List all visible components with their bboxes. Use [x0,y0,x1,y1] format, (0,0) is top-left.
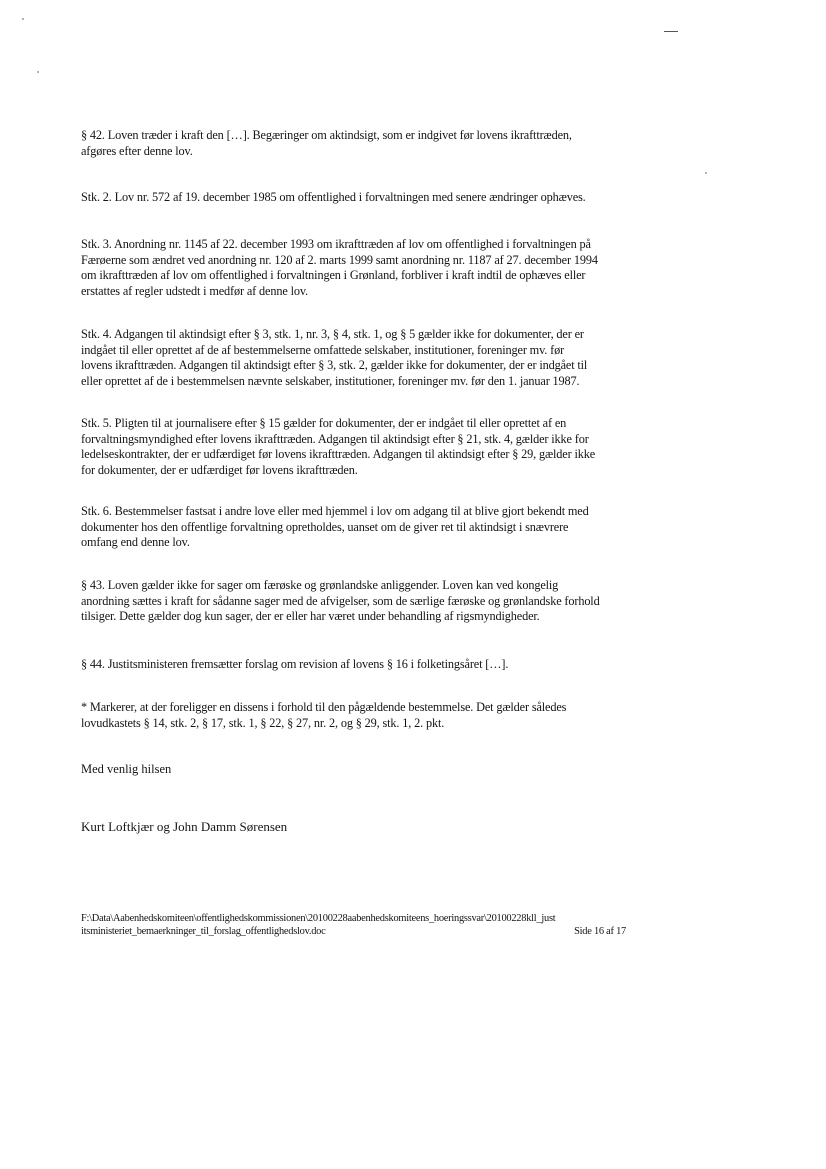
scan-speck [705,172,707,174]
paragraph-stk-4: Stk. 4. Adgangen til aktindsigt efter § 3, stk. 1, nr. 3, § 4, stk. 1, og § 5 gælder ikke for dokumenter, der er indgået til eller oprettet af de af bestemmelserne omfattede selskaber, institutioner, foreninger mv. før lovens ikrafttræden. Adgangen til aktindsigt efter § 3, stk. 2, gælder ikke for dokumenter, der er indgået til eller oprettet af de i bestemmelsen nævnte selskaber, institutioner, foreninger mv. før den 1. januar 1987. [81,327,588,388]
paragraph-stk-2: Stk. 2. Lov nr. 572 af 19. december 1985 om offentlighed i forvaltningen med senere ændringer ophæves. [81,190,586,204]
scan-speck [37,71,39,73]
scan-speck [22,18,24,20]
dissent-note: * Markerer, at der foreligger en dissens i forhold til den pågældende bestemmelse. Det gælder således lovudkastets § 14, stk. 2, § 17, stk. 1, § 22, § 27, nr. 2, og § 29, stk. 1, 2. pkt. [81,700,567,730]
paragraph-stk-5: Stk. 5. Pligten til at journalisere efter § 15 gælder for dokumenter, der er indgået til eller oprettet af en forvaltningsmyndighed efter lovens ikrafttræden. Adgangen til aktindsigt efter § 21, stk. 4, gælder ikke for ledelseskontrakter, der er udfærdiget før lovens ikrafttræden. Adgangen til aktindsigt efter § 29, gælder ikke for dokumenter, der er udfærdiget før lovens ikrafttræden. [81,416,596,477]
paragraph-section-44: § 44. Justitsministeren fremsætter forslag om revision af lovens § 16 i folketingsåret […]. [81,657,509,671]
paragraph-stk-3: Stk. 3. Anordning nr. 1145 af 22. december 1993 om ikrafttræden af lov om offentlighed i forvaltningen på Færøerne som ændret ved anordning nr. 120 af 2. marts 1999 samt anordning nr. 1187 af 27. december 1994 om ikrafttræden af lov om offentlighed i forvaltningen i Grønland, forbliver i kraft indtil de ophæves eller erstattes af regler udstedt i medfør af denne lov. [81,237,598,298]
paragraph-section-43: § 43. Loven gælder ikke for sager om færøske og grønlandske anliggender. Loven kan ved kongelig anordning sættes i kraft for sådanne sager med de afvigelser, som de særlige færøske og grønlandske forhold tilsiger. Dette gælder dog kun sager, der er eller har været under behandling af rigsmyndigheder. [81,578,600,624]
signature-names: Kurt Loftkjær og John Damm Sørensen [81,819,288,834]
footer-file-path-line-1: F:\Data\Aabenhedskomiteen\offentlighedskommissionen\20100228aabenhedskomiteens_hoeringssvar\20100228kll_just [81,913,556,924]
paragraph-stk-6: Stk. 6. Bestemmelser fastsat i andre love eller med hjemmel i lov om adgang til at blive gjort bekendt med dokumenter hos den offentlige forvaltning opretholdes, uanset om de giver ret til aktindsigt i snævrere omfang end denne lov. [81,504,589,550]
footer-page-number: Side 16 af 17 [574,926,626,937]
paragraph-section-42: § 42. Loven træder i kraft den […]. Begæringer om aktindsigt, som er indgivet før lovens ikrafttræden, afgøres efter denne lov. [81,128,572,158]
page-footer [81,912,626,938]
scan-mark [664,31,678,32]
closing-greeting: Med venlig hilsen [81,762,172,776]
footer-file-path-line-2: itsministeriet_bemaerkninger_til_forslag_offentlighedslov.doc [81,926,326,937]
